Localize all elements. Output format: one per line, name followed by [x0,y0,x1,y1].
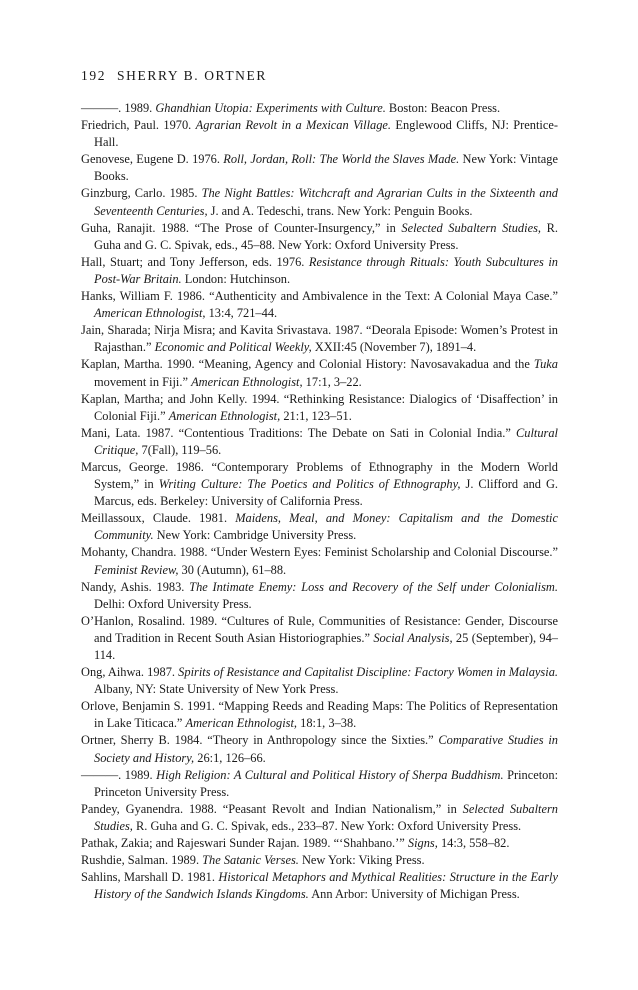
reference-title: Spirits of Resistance and Capitalist Discipline: Factory Women in Malaysia. [178,665,558,680]
reference-text: Jain, Sharada; Nirja Misra; and Kavita Srivastava. 1987. “Deorala Episode: Women’s Protest in Rajasthan.” [81,323,558,355]
reference-entry [81,732,558,766]
reference-title: American Ethnologist, [168,408,281,423]
reference-title: Maidens, Meal, and Money: Capitalism and the Domestic Community. [94,511,558,543]
reference-entry [81,664,558,698]
reference-title: The Satanic Verses. [202,853,299,868]
reference-text: Princeton: Princeton University Press. [94,767,559,799]
reference-title: Social Analysis, [373,630,453,645]
reference-entry [81,117,558,151]
reference-text: Guha, Ranajit. 1988. “The Prose of Counter-Insurgency,” in [81,220,402,235]
reference-title: American Ethnologist, [185,716,298,731]
reference-text: Ann Arbor: University of Michigan Press. [308,887,520,902]
reference-title: High Religion: A Cultural and Political History of Sherpa Buddhism. [156,767,504,782]
reference-text: Pandey, Gyanendra. 1988. “Peasant Revolt and Indian Nationalism,” in [81,801,463,816]
reference-text: ———. 1989. [81,767,157,782]
reference-text: Ortner, Sherry B. 1984. “Theory in Anthropology since the Sixties.” [81,733,439,748]
reference-text: Rushdie, Salman. 1989. [81,853,203,868]
reference-text: Albany, NY: State University of New York Press. [94,682,339,697]
reference-title: Cultural Critique, [94,425,558,457]
reference-text: Pathak, Zakia; and Rajeswari Sunder Rajan. 1989. “‘Shahbano.’” [81,836,408,851]
reference-text: New York: Viking Press. [298,853,425,868]
reference-text: 13:4, 721–44. [205,306,278,321]
running-head [81,68,267,84]
reference-title: Ghandhian Utopia: Experiments with Culture. [155,101,386,115]
reference-text: Sahlins, Marshall D. 1981. [81,870,219,885]
reference-text: Kaplan, Martha. 1990. “Meaning, Agency and Colonial History: Navosavakadua and the [81,357,534,372]
reference-entry [81,835,558,852]
reference-entry [81,613,558,664]
reference-text: Boston: Beacon Press. [385,101,501,115]
reference-title: Economic and Political Weekly, [154,340,312,355]
reference-text: J. Clifford and G. Marcus, eds. Berkeley: University of California Press. [94,477,558,509]
reference-text: 14:3, 558–82. [437,836,510,851]
reference-text: J. and A. Tedeschi, trans. New York: Penguin Books. [207,203,473,218]
reference-entry [81,579,558,613]
page-number: 192 [81,68,107,83]
reference-entry [81,220,558,254]
reference-entry [81,254,558,288]
reference-text: Mohanty, Chandra. 1988. “Under Western Eyes: Feminist Scholarship and Colonial Discourse.” [81,545,558,560]
reference-entry [81,852,558,869]
reference-entry [81,322,558,356]
reference-text: New York: Cambridge University Press. [153,528,357,543]
reference-text: movement in Fiji.” [94,374,192,389]
reference-text: Englewood Cliffs, NJ: Prentice-Hall. [94,118,558,150]
reference-title: Historical Metaphors and Mythical Realities: Structure in the Early History of the Sandwich Islands Kingdoms. [94,870,558,902]
reference-title: Selected Subaltern Studies, [401,220,541,235]
reference-text: Friedrich, Paul. 1970. [81,118,196,133]
reference-title: Resistance through Rituals: Youth Subcultures in Post-War Britain. [94,254,558,286]
reference-text: ———. 1989. [81,101,156,115]
reference-entry [81,544,558,578]
reference-text: 25 (September), 94–114. [94,630,558,662]
reference-entry [81,869,558,903]
reference-title: Signs, [407,836,438,851]
running-head-author: SHERRY B. ORTNER [117,68,267,83]
reference-title: Agrarian Revolt in a Mexican Village. [195,118,392,133]
reference-text: Meillassoux, Claude. 1981. [81,511,236,526]
reference-text: London: Hutchinson. [181,271,291,286]
reference-text: R. Guha and G. C. Spivak, eds., 45–88. New York: Oxford University Press. [94,220,558,252]
reference-title: Roll, Jordan, Roll: The World the Slaves Made. [223,152,460,167]
reference-text: Hall, Stuart; and Tony Jefferson, eds. 1976. [81,254,309,269]
reference-text: 30 (Autumn), 61–88. [178,562,287,577]
reference-entry [81,288,558,322]
reference-text: R. Guha and G. C. Spivak, eds., 233–87. New York: Oxford University Press. [132,818,522,833]
reference-entry [81,801,558,835]
reference-text: O’Hanlon, Rosalind. 1989. “Cultures of Rule, Communities of Resistance: Gender, Discourse and Tradition in Recent South Asian Historiographies.” [81,613,558,645]
reference-text: Marcus, George. 1986. “Contemporary Problems of Ethnography in the Modern World System,” in [81,459,558,492]
reference-text: Nandy, Ashis. 1983. [81,579,190,594]
reference-entry [81,185,558,219]
reference-text: Hanks, William F. 1986. “Authenticity and Ambivalence in the Text: A Colonial Maya Case.” [81,289,558,304]
reference-title: Writing Culture: The Poetics and Politics of Ethnography, [158,477,461,492]
reference-text: 17:1, 3–22. [302,374,362,389]
reference-entry [81,698,558,732]
reference-title: Feminist Review, [94,562,179,577]
reference-title: Selected Subaltern Studies, [94,801,558,833]
reference-entry [81,100,558,117]
reference-entry [81,391,558,425]
reference-entry [81,356,558,390]
reference-text: Delhi: Oxford University Press. [94,596,252,611]
reference-text: 18:1, 3–38. [297,716,357,731]
reference-text: 21:1, 123–51. [280,408,352,423]
reference-text: 26:1, 126–66. [194,750,266,765]
reference-title: Tuka [533,357,558,372]
reference-entry [81,510,558,544]
reference-text: XXII:45 (November 7), 1891–4. [311,340,477,355]
reference-entry [81,151,558,185]
reference-entry [81,459,558,510]
reference-text: Orlove, Benjamin S. 1991. “Mapping Reeds and Reading Maps: The Politics of Representation in Lake Titicaca.” [81,699,558,731]
reference-text: 7(Fall), 119–56. [138,442,222,457]
reference-text: Ong, Aihwa. 1987. [81,665,179,680]
reference-list [81,100,558,903]
reference-entry [81,767,558,801]
reference-text: Ginzburg, Carlo. 1985. [81,186,202,201]
reference-text: Kaplan, Martha; and John Kelly. 1994. “Rethinking Resistance: Dialogics of ‘Disaffection’ in Colonial Fiji.” [81,391,558,423]
reference-text: New York: Vintage Books. [94,152,558,184]
reference-title: The Night Battles: Witchcraft and Agrarian Cults in the Sixteenth and Seventeenth Centuries, [94,186,558,218]
reference-text: Genovese, Eugene D. 1976. [81,152,224,167]
reference-title: American Ethnologist, [191,374,303,389]
reference-title: American Ethnologist, [94,306,206,321]
reference-entry [81,425,558,459]
reference-title: The Intimate Enemy: Loss and Recovery of the Self under Colonialism. [189,579,558,594]
reference-text: Mani, Lata. 1987. “Contentious Traditions: The Debate on Sati in Colonial India.” [81,425,516,440]
reference-title: Comparative Studies in Society and History, [94,733,559,765]
